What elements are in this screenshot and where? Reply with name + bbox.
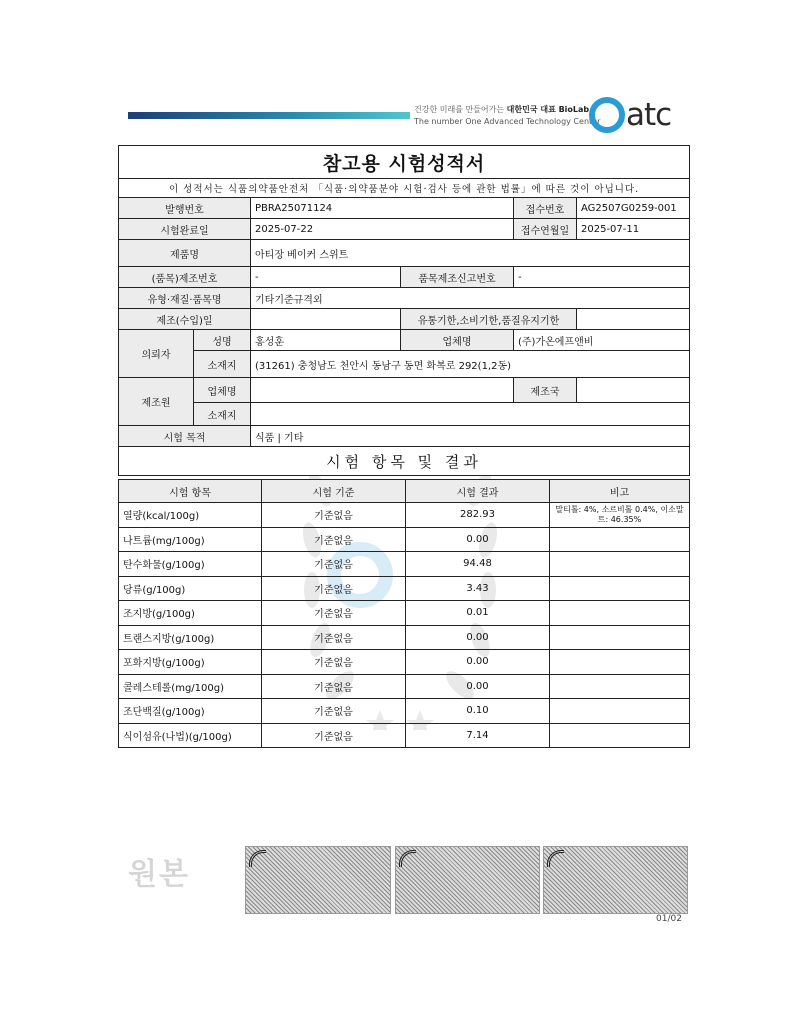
result-value: 3.43 [406, 576, 550, 601]
company-label: 업체명 [401, 330, 514, 351]
maker-company-value [251, 378, 514, 403]
table-row [119, 650, 690, 675]
results-header-row [119, 480, 690, 503]
result-note [550, 723, 690, 748]
result-value: 0.00 [406, 625, 550, 650]
result-note [550, 625, 690, 650]
original-stamp: 원본 [128, 857, 190, 892]
result-standard: 기준없음 [262, 723, 406, 748]
table-row [119, 674, 690, 699]
expiry-label: 유통기한,소비기한,품질유지기한 [401, 309, 577, 330]
result-item: 조단백질(g/100g) [119, 699, 262, 724]
results-section-title: 시험 항목 및 결과 [119, 447, 690, 476]
result-item: 콜레스테롤(mg/100g) [119, 674, 262, 699]
result-standard: 기준없음 [262, 527, 406, 552]
result-value: 0.01 [406, 601, 550, 626]
result-note [550, 601, 690, 626]
header-tagline [414, 104, 601, 128]
mfg-date-value [251, 309, 401, 330]
result-note: 말티톨: 4%, 소르비톨 0.4%, 이소말트: 46.35% [550, 503, 690, 528]
logo-text: atc [626, 97, 672, 133]
maker-label: 제조원 [119, 378, 194, 426]
result-note [550, 527, 690, 552]
result-standard: 기준없음 [262, 576, 406, 601]
result-item: 당류(g/100g) [119, 576, 262, 601]
client-name-label: 성명 [194, 330, 251, 351]
result-standard: 기준없음 [262, 699, 406, 724]
table-row [119, 552, 690, 577]
result-item: 식이섬유(나법)(g/100g) [119, 723, 262, 748]
product-label: 제품명 [119, 240, 251, 267]
result-value: 7.14 [406, 723, 550, 748]
client-name-value: 홍성훈 [251, 330, 401, 351]
table-row [119, 601, 690, 626]
table-row [119, 576, 690, 601]
result-standard: 기준없음 [262, 625, 406, 650]
result-note [550, 576, 690, 601]
result-standard: 기준없음 [262, 552, 406, 577]
country-value [577, 378, 690, 403]
document-notice: 이 성적서는 식품의약품안전처 「식품·의약품분야 시험·검사 등에 관한 법률」에 따른 것이 아닙니다. [119, 179, 690, 198]
maker-company-label: 업체명 [194, 378, 251, 403]
result-item: 조지방(g/100g) [119, 601, 262, 626]
purpose-label: 시험 목적 [119, 426, 251, 447]
page-number: 01/02 [656, 914, 682, 924]
table-row [119, 699, 690, 724]
header-note: 비고 [550, 480, 690, 503]
receipt-no-label: 접수번호 [514, 198, 577, 219]
security-pattern-2 [395, 846, 540, 914]
result-value: 0.00 [406, 650, 550, 675]
item-report-no-value: - [514, 267, 690, 288]
item-mfg-no-label: (품목)제조번호 [119, 267, 251, 288]
address-value: (31261) 충청남도 천안시 동남구 동면 화복로 292(1,2동) [251, 351, 690, 378]
certificate-info-table [118, 145, 690, 476]
result-standard: 기준없음 [262, 674, 406, 699]
issue-no-value: PBRA25071124 [251, 198, 514, 219]
issue-no-label: 발행번호 [119, 198, 251, 219]
header-gradient-bar [128, 112, 410, 119]
receipt-date-value: 2025-07-11 [577, 219, 690, 240]
product-value: 아티장 베이커 스위트 [251, 240, 690, 267]
purpose-value: 식품 | 기타 [251, 426, 690, 447]
item-report-no-label: 품목제조신고번호 [401, 267, 514, 288]
receipt-date-label: 접수연월일 [514, 219, 577, 240]
table-row [119, 527, 690, 552]
company-value: (주)가온에프앤비 [514, 330, 690, 351]
result-value: 0.00 [406, 527, 550, 552]
result-note [550, 552, 690, 577]
test-done-value: 2025-07-22 [251, 219, 514, 240]
atc-logo [588, 96, 688, 136]
tagline-line1-bold: 대한민국 대표 BioLab [506, 105, 590, 114]
result-item: 나트륨(mg/100g) [119, 527, 262, 552]
table-row [119, 625, 690, 650]
mfg-date-label: 제조(수입)일 [119, 309, 251, 330]
maker-address-label: 소재지 [194, 403, 251, 426]
result-value: 94.48 [406, 552, 550, 577]
atc-ring-icon [588, 96, 626, 134]
type-value: 기타기준규격외 [251, 288, 690, 309]
result-value: 0.00 [406, 674, 550, 699]
result-note [550, 674, 690, 699]
receipt-no-value: AG2507G0259-001 [577, 198, 690, 219]
security-pattern-3 [543, 846, 688, 914]
expiry-value [577, 309, 690, 330]
header-result: 시험 결과 [406, 480, 550, 503]
security-pattern-1 [245, 846, 391, 914]
result-item: 트랜스지방(g/100g) [119, 625, 262, 650]
document-title: 참고용 시험성적서 [119, 146, 690, 179]
header-standard: 시험 기준 [262, 480, 406, 503]
test-done-label: 시험완료일 [119, 219, 251, 240]
result-note [550, 699, 690, 724]
country-label: 제조국 [514, 378, 577, 403]
result-value: 282.93 [406, 503, 550, 528]
result-standard: 기준없음 [262, 650, 406, 675]
tagline-line2: The number One Advanced Technology Center [414, 117, 601, 126]
result-note [550, 650, 690, 675]
type-label: 유형·재질·품목명 [119, 288, 251, 309]
item-mfg-no-value: - [251, 267, 401, 288]
result-standard: 기준없음 [262, 601, 406, 626]
result-standard: 기준없음 [262, 503, 406, 528]
header-item: 시험 항목 [119, 480, 262, 503]
address-label: 소재지 [194, 351, 251, 378]
client-label: 의뢰자 [119, 330, 194, 378]
table-row [119, 503, 690, 528]
results-table [118, 479, 690, 748]
tagline-line1: 건강한 미래를 만들어가는 [414, 105, 507, 114]
result-item: 포화지방(g/100g) [119, 650, 262, 675]
result-item: 탄수화물(g/100g) [119, 552, 262, 577]
maker-address-value [251, 403, 690, 426]
result-value: 0.10 [406, 699, 550, 724]
table-row [119, 723, 690, 748]
result-item: 열량(kcal/100g) [119, 503, 262, 528]
